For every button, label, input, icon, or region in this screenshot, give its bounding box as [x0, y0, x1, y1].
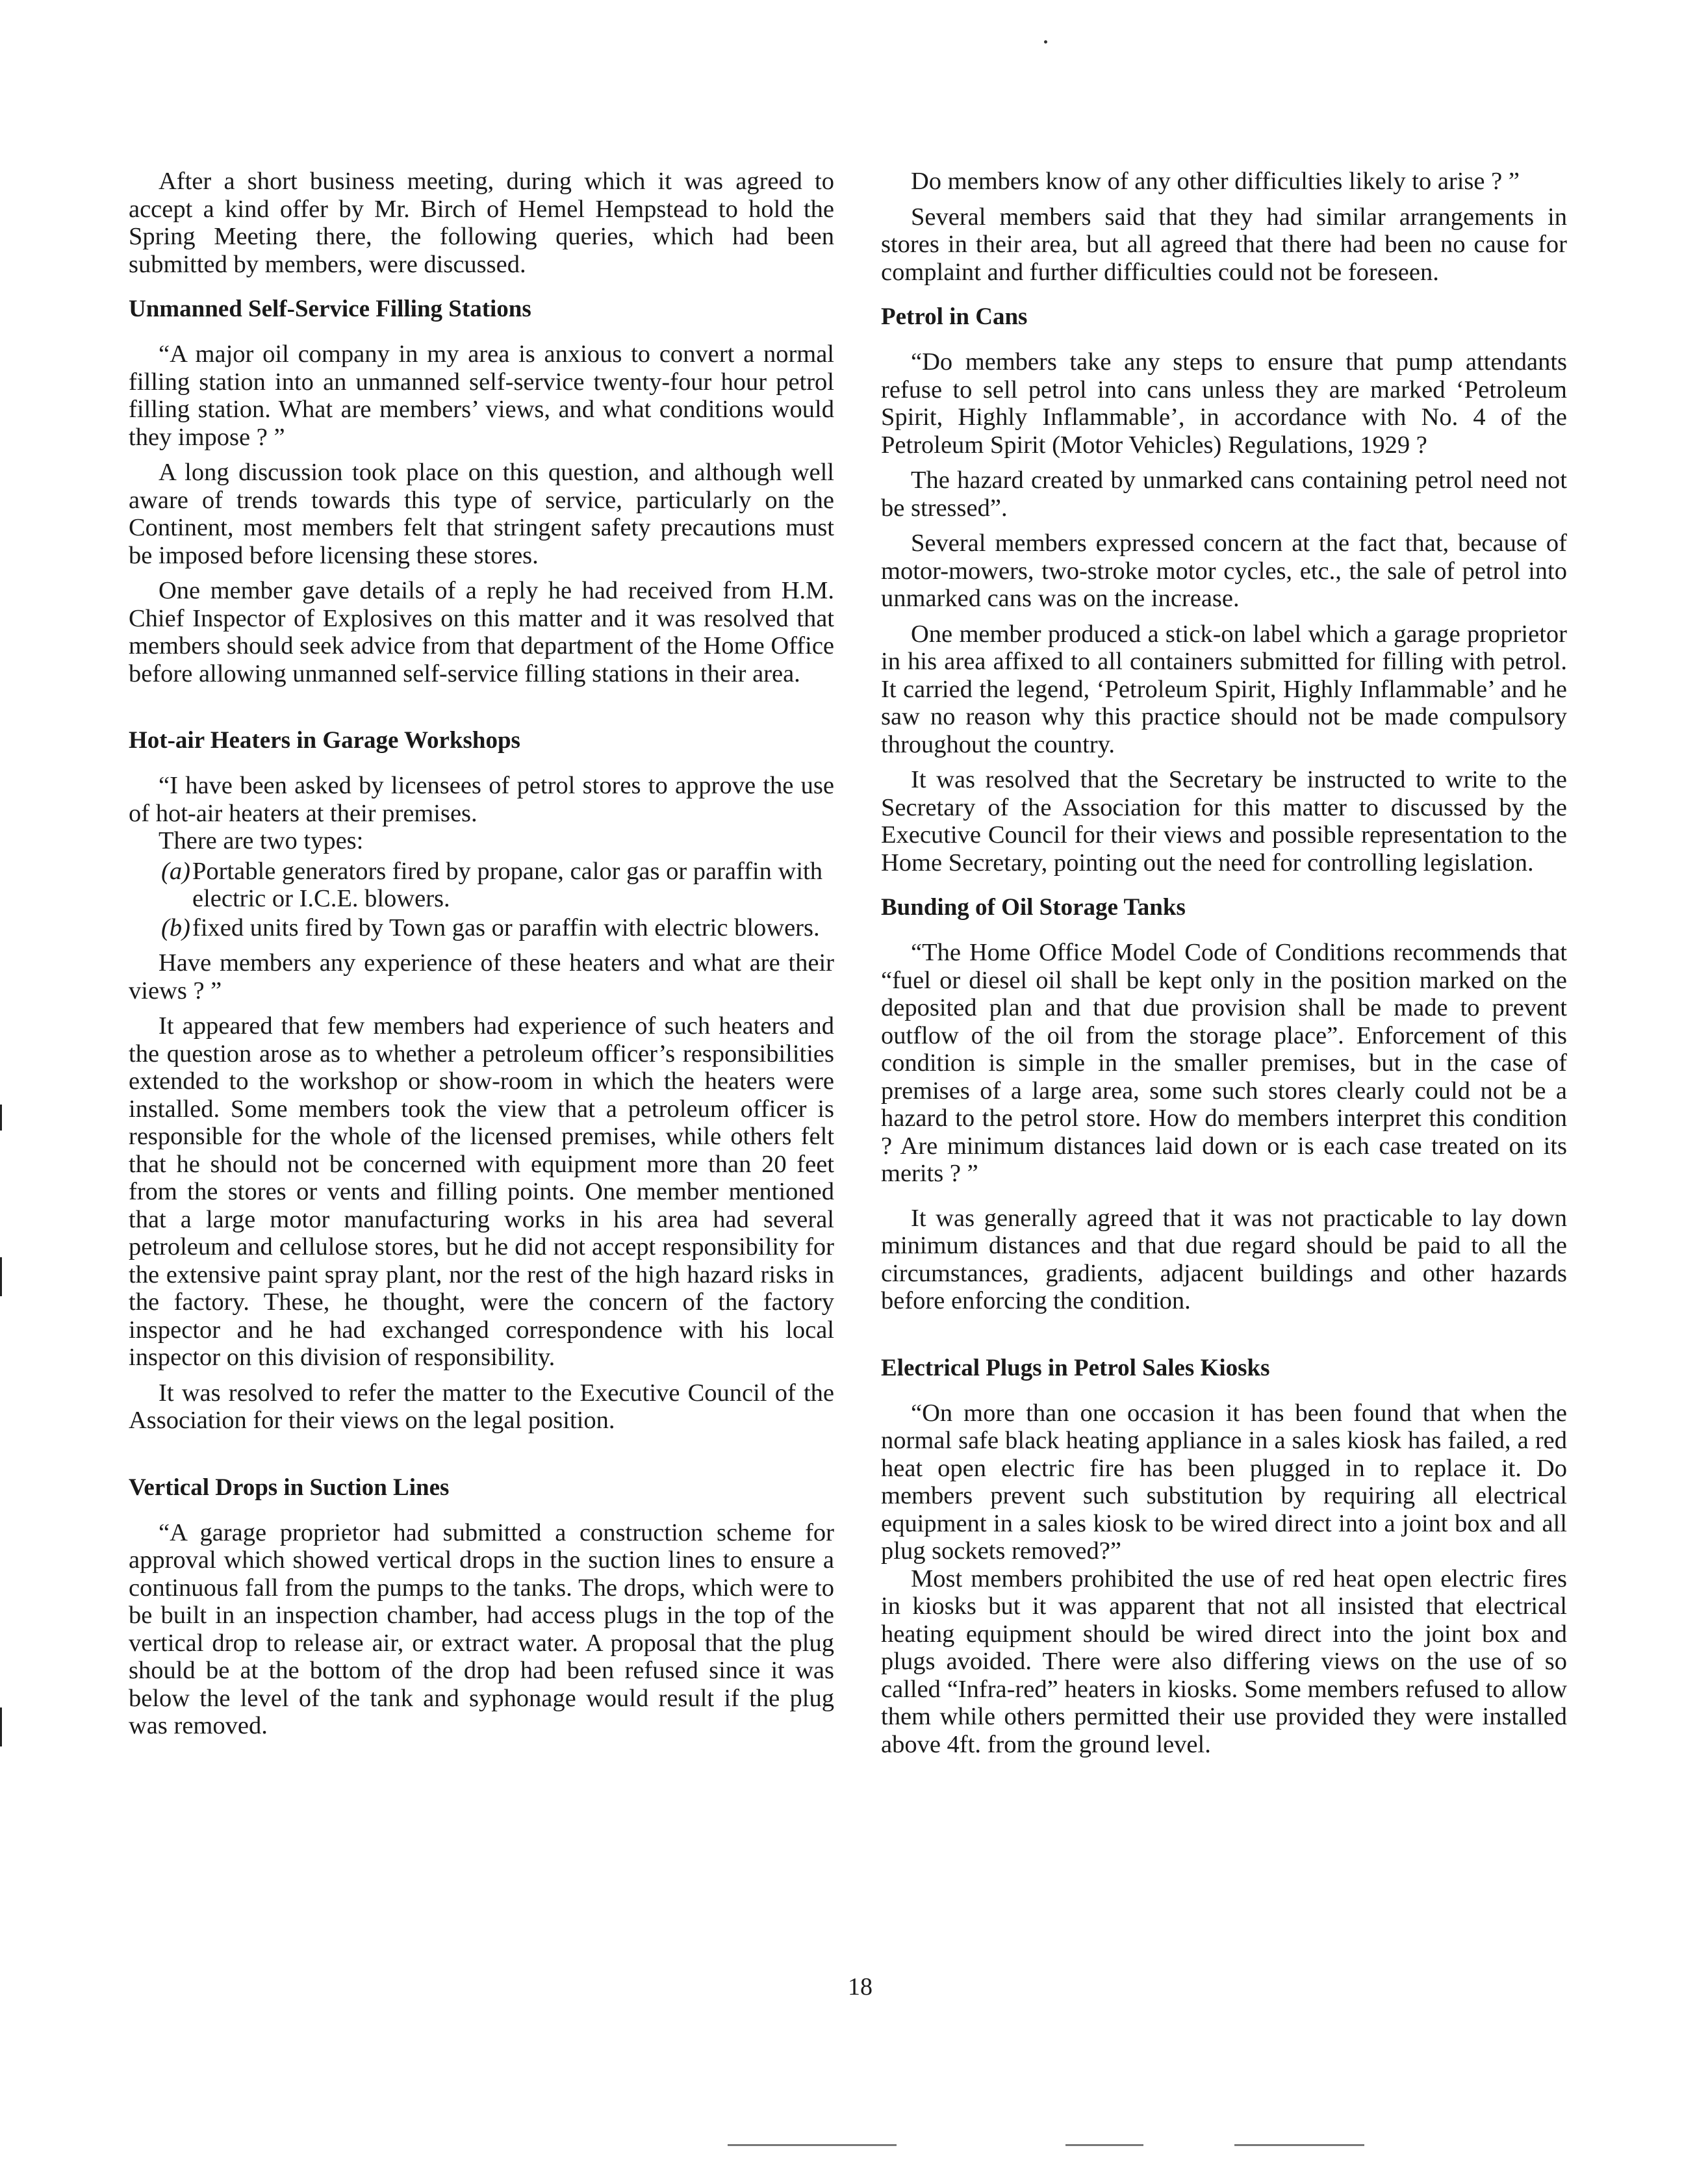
- paragraph: “A garage proprietor had submitted a construction scheme for approval which showed vertical drops in the suction lines to ensure a continuous fall from the pumps to the tanks. The drops, which were to be built in an inspection chamber, had access plugs in the top of the vertical drop to release air, or extract water. A proposal that the plug should be at the bottom of the drop had been refused since it was below the level of the tank and syphonage would result if the plug was removed.: [129, 1518, 834, 1739]
- paragraph: “The Home Office Model Code of Conditions recommends that “fuel or diesel oil shall be kept only in the position marked on the deposited plan and that due provision shall be made to prevent outflow of the oil from the storage place”. Enforcement of this condition is simple in the smaller premises, but in the case of premises of a large area, some such stores clearly could not be a hazard to the petrol store. How do members interpret this condition ? Are minimum distances laid down or is each case treated on its merits ? ”: [881, 939, 1567, 1187]
- list-item: [129, 914, 834, 942]
- scan-margin-mark: [0, 1257, 2, 1296]
- section-heading: Bunding of Oil Storage Tanks: [881, 894, 1186, 921]
- section-unmanned-filling-stations: [129, 295, 834, 687]
- section-vertical-drops: [129, 1474, 834, 1740]
- paragraph: Several members said that they had similar arrangements in stores in their area, but all agreed that there had been no cause for complaint and further difficulties could not be foreseen.: [881, 203, 1567, 286]
- scan-speck: [1044, 40, 1047, 44]
- section-electrical-plugs: [881, 1354, 1567, 1759]
- section-bunding-oil-tanks: [881, 893, 1567, 1315]
- paragraph: Several members expressed concern at the fact that, because of motor-mowers, two-stroke motor cycles, etc., the sale of petrol into unmarked cans was on the increase.: [881, 530, 1567, 612]
- scan-margin-mark: [0, 1707, 2, 1746]
- scan-bottom-line: [1065, 2144, 1143, 2146]
- intro-paragraph: After a short business meeting, during which it was agreed to accept a kind offer by Mr. Birch of Hemel Hempstead to hold the Spring Meeting there, the following queries, which had been submitted by members, were discussed.: [129, 168, 834, 278]
- paragraph: Have members any experience of these heaters and what are their views ? ”: [129, 949, 834, 1004]
- paragraph: “A major oil company in my area is anxious to convert a normal filling station into an unmanned self-service twenty-four hour petrol filling station. What are members’ views, and what conditions would they impose ? ”: [129, 340, 834, 451]
- paragraph: There are two types:: [159, 827, 364, 854]
- section-heading: Vertical Drops in Suction Lines: [129, 1474, 450, 1501]
- section-heading: Electrical Plugs in Petrol Sales Kiosks: [881, 1354, 1270, 1381]
- paragraph: It was generally agreed that it was not practicable to lay down minimum distances and that due regard should be paid to all the circumstances, gradients, adjacent buildings and other hazards before enforcing the condition.: [881, 1204, 1567, 1314]
- paragraph: A long discussion took place on this question, and although well aware of trends towards this type of service, particularly on the Continent, most members felt that stringent safety precautions must be imposed before licensing these stores.: [129, 459, 834, 569]
- section-heading: Unmanned Self-Service Filling Stations: [129, 296, 531, 322]
- paragraph: It appeared that few members had experience of such heaters and the question arose as to whether a petroleum officer’s responsibilities extended to the workshop or show-room in which the heaters were installed. Some members took the view that a petroleum officer is responsible for the whole of the licensed premises, while others felt that he should not be concerned with equipment more than 20 feet from the stores or vents and filling points. One member mentioned that a large motor manufacturing works in his area had several petroleum and cellulose stores, but he did not accept responsibility for the extensive paint spray plant, nor the rest of the high hazard risks in the factory. These, he thought, were the concern of the factory inspector and he had exchanged correspondence with his local inspector on this division of responsibility.: [129, 1012, 834, 1371]
- list-text: fixed units fired by Town gas or paraffin with electric blowers.: [192, 914, 820, 941]
- paragraph: “Do members take any steps to ensure that pump attendants refuse to sell petrol into cans unless they are marked ‘Petroleum Spirit, Highly Inflammable’, in accordance with No. 4 of the Petroleum Spirit (Motor Vehicles) Regulations, 1929 ?: [881, 348, 1567, 459]
- list-marker: (a): [161, 857, 190, 885]
- paragraph: Do members know of any other difficulties likely to arise ? ”: [911, 168, 1520, 195]
- paragraph: It was resolved that the Secretary be instructed to write to the Secretary of the Association for this matter to discussed by the Executive Council for their views and possible representation to the Home Secretary, pointing out the need for controlling legislation.: [881, 766, 1567, 876]
- section-heading: Hot-air Heaters in Garage Workshops: [129, 727, 520, 754]
- paragraph: It was resolved to refer the matter to the Executive Council of the Association for their views on the legal position.: [129, 1379, 834, 1434]
- section-petrol-in-cans: [881, 303, 1567, 876]
- scan-bottom-line: [1234, 2144, 1364, 2146]
- section-heading: Petrol in Cans: [881, 303, 1028, 330]
- page-number: 18: [848, 1973, 873, 2001]
- scan-bottom-line: [728, 2144, 897, 2146]
- paragraph: Most members prohibited the use of red heat open electric fires in kiosks but it was apparent that not all insisted that electrical heating equipment should be wired direct into the joint box and plugs avoided. There were also differing views on the use of so called “Infra-red” heaters in kiosks. Some members refused to allow them while others permitted their use provided they were installed above 4ft. from the ground level.: [881, 1565, 1567, 1758]
- list-item: [129, 858, 834, 913]
- list-text: Portable generators fired by propane, calor gas or paraffin with electric or I.C.E. blowers.: [192, 857, 822, 912]
- scan-margin-mark: [0, 1105, 2, 1131]
- section-hot-air-heaters: [129, 726, 834, 1435]
- list-marker: (b): [161, 914, 190, 941]
- paragraph: One member produced a stick-on label which a garage proprietor in his area affixed to all containers submitted for filling with petrol. It carried the legend, ‘Petroleum Spirit, Highly Inflammable’ and he saw no reason why this practice should not be made compulsory throughout the country.: [881, 620, 1567, 758]
- paragraph: The hazard created by unmarked cans containing petrol need not be stressed”.: [881, 467, 1567, 522]
- heater-types-list: [129, 858, 834, 942]
- left-column: [129, 168, 834, 1748]
- paragraph: “I have been asked by licensees of petrol stores to approve the use of hot-air heaters at their premises.: [129, 772, 834, 827]
- right-column: [881, 168, 1567, 1766]
- paragraph: One member gave details of a reply he had received from H.M. Chief Inspector of Explosives on this matter and it was resolved that members should seek advice from that department of the Home Office before allowing unmanned self-service filling stations in their area.: [129, 577, 834, 687]
- paragraph: “On more than one occasion it has been found that when the normal safe black heating appliance in a sales kiosk has failed, a red heat open electric fire has been plugged in to replace it. Do members prevent such substitution by requiring all electrical equipment in a sales kiosk to be wired direct into a joint box and all plug sockets removed?”: [881, 1399, 1567, 1565]
